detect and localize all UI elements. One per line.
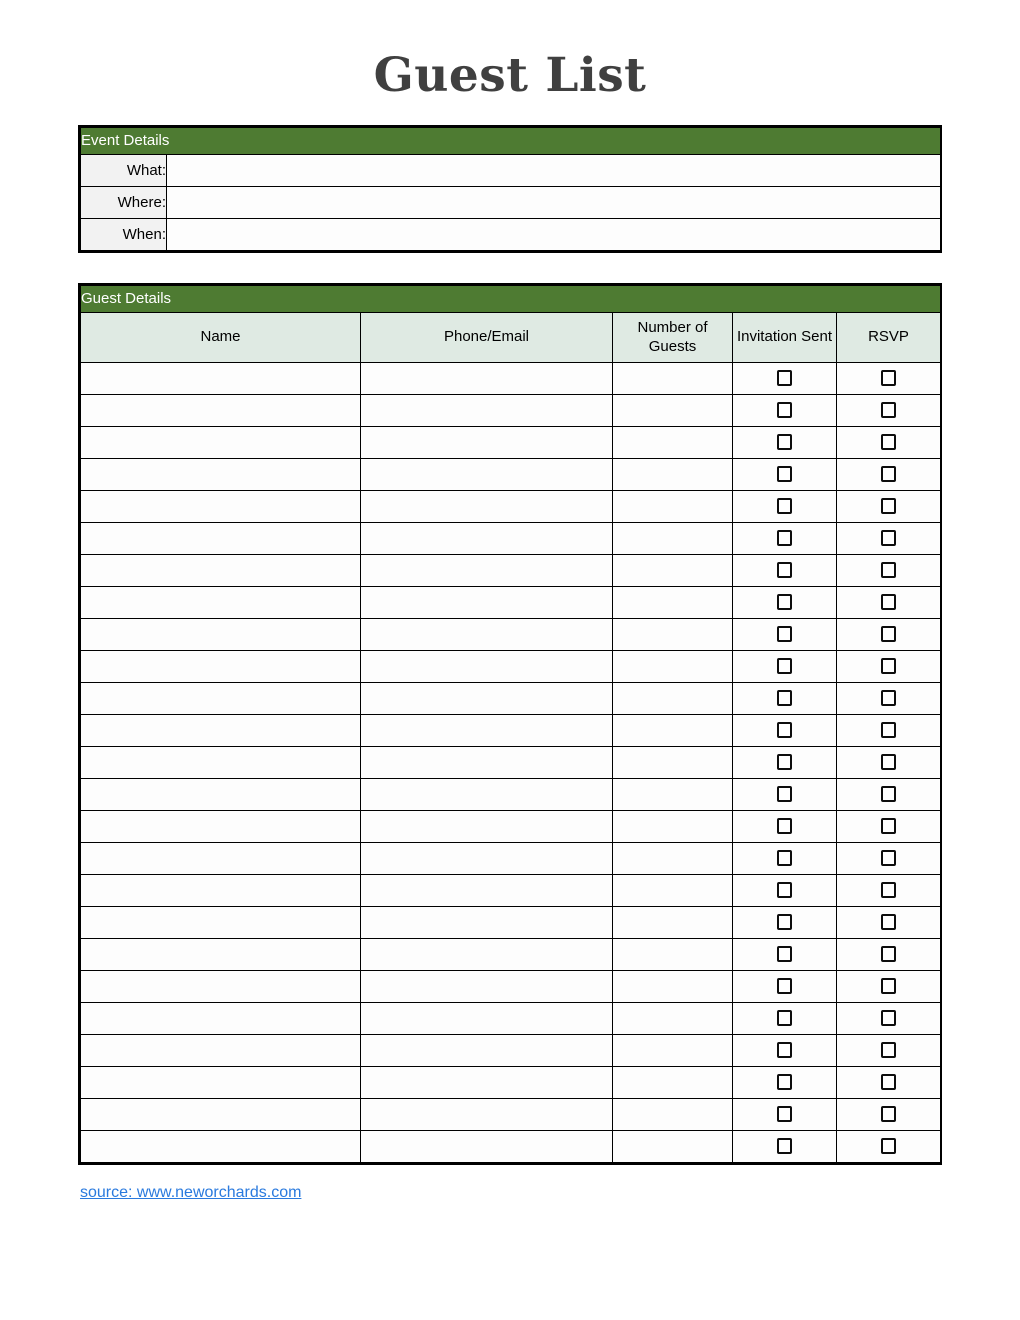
checkbox-icon[interactable] <box>777 722 792 738</box>
column-header-rsvp: RSVP <box>837 313 941 363</box>
checkbox-icon[interactable] <box>881 754 896 770</box>
name-cell[interactable] <box>81 427 361 459</box>
table-row <box>81 1003 941 1035</box>
name-cell[interactable] <box>81 779 361 811</box>
number-of-guests-cell[interactable] <box>613 747 733 779</box>
table-row <box>81 1131 941 1163</box>
checkbox-icon[interactable] <box>881 850 896 866</box>
name-cell[interactable] <box>81 971 361 1003</box>
table-row <box>81 779 941 811</box>
phone-email-cell[interactable] <box>361 1099 613 1131</box>
phone-email-cell[interactable] <box>361 1067 613 1099</box>
name-cell[interactable] <box>81 1003 361 1035</box>
phone-email-cell[interactable] <box>361 459 613 491</box>
phone-email-cell[interactable] <box>361 843 613 875</box>
rsvp-cell[interactable] <box>837 683 941 715</box>
name-cell[interactable] <box>81 555 361 587</box>
name-cell[interactable] <box>81 1131 361 1163</box>
name-cell[interactable] <box>81 491 361 523</box>
number-of-guests-cell[interactable] <box>613 619 733 651</box>
table-row <box>81 843 941 875</box>
table-row <box>81 747 941 779</box>
name-cell[interactable] <box>81 811 361 843</box>
event-details-banner-row <box>81 128 941 155</box>
checkbox-icon[interactable] <box>777 754 792 770</box>
name-cell[interactable] <box>81 523 361 555</box>
checkbox-icon[interactable] <box>777 1138 792 1154</box>
table-row <box>81 875 941 907</box>
number-of-guests-cell[interactable] <box>613 427 733 459</box>
invitation-sent-cell[interactable] <box>733 811 837 843</box>
checkbox-icon[interactable] <box>777 498 792 514</box>
checkbox-icon[interactable] <box>777 818 792 834</box>
name-cell[interactable] <box>81 715 361 747</box>
table-row <box>81 619 941 651</box>
checkbox-icon[interactable] <box>881 370 896 386</box>
event-field-input[interactable] <box>167 219 941 251</box>
checkbox-icon[interactable] <box>777 946 792 962</box>
rsvp-cell[interactable] <box>837 843 941 875</box>
phone-email-cell[interactable] <box>361 1035 613 1067</box>
checkbox-icon[interactable] <box>777 850 792 866</box>
phone-email-cell[interactable] <box>361 779 613 811</box>
checkbox-icon[interactable] <box>777 562 792 578</box>
checkbox-icon[interactable] <box>881 594 896 610</box>
table-row <box>81 651 941 683</box>
checkbox-icon[interactable] <box>777 786 792 802</box>
phone-email-cell[interactable] <box>361 491 613 523</box>
checkbox-icon[interactable] <box>881 690 896 706</box>
name-cell[interactable] <box>81 619 361 651</box>
number-of-guests-cell[interactable] <box>613 811 733 843</box>
table-row <box>81 587 941 619</box>
event-detail-row <box>81 187 941 219</box>
rsvp-cell[interactable] <box>837 555 941 587</box>
column-header-phone-email: Phone/Email <box>361 313 613 363</box>
number-of-guests-cell[interactable] <box>613 715 733 747</box>
table-row <box>81 971 941 1003</box>
checkbox-icon[interactable] <box>777 370 792 386</box>
name-cell[interactable] <box>81 875 361 907</box>
invitation-sent-cell[interactable] <box>733 395 837 427</box>
rsvp-cell[interactable] <box>837 1003 941 1035</box>
number-of-guests-cell[interactable] <box>613 939 733 971</box>
rsvp-cell[interactable] <box>837 587 941 619</box>
invitation-sent-cell[interactable] <box>733 715 837 747</box>
phone-email-cell[interactable] <box>361 555 613 587</box>
checkbox-icon[interactable] <box>777 690 792 706</box>
phone-email-cell[interactable] <box>361 683 613 715</box>
event-detail-row <box>81 155 941 187</box>
rsvp-cell[interactable] <box>837 1131 941 1163</box>
invitation-sent-cell[interactable] <box>733 779 837 811</box>
checkbox-icon[interactable] <box>881 946 896 962</box>
checkbox-icon[interactable] <box>777 1074 792 1090</box>
invitation-sent-cell[interactable] <box>733 555 837 587</box>
table-row <box>81 427 941 459</box>
rsvp-cell[interactable] <box>837 1035 941 1067</box>
number-of-guests-cell[interactable] <box>613 907 733 939</box>
rsvp-cell[interactable] <box>837 523 941 555</box>
event-field-label: What: <box>81 155 167 187</box>
name-cell[interactable] <box>81 587 361 619</box>
rsvp-cell[interactable] <box>837 875 941 907</box>
invitation-sent-cell[interactable] <box>733 523 837 555</box>
number-of-guests-cell[interactable] <box>613 1067 733 1099</box>
name-cell[interactable] <box>81 747 361 779</box>
checkbox-icon[interactable] <box>777 594 792 610</box>
event-field-label: Where: <box>81 187 167 219</box>
checkbox-icon[interactable] <box>881 466 896 482</box>
rsvp-cell[interactable] <box>837 651 941 683</box>
table-row <box>81 1067 941 1099</box>
table-row <box>81 683 941 715</box>
checkbox-icon[interactable] <box>881 818 896 834</box>
page-title: Guest List <box>373 48 647 103</box>
checkbox-icon[interactable] <box>881 882 896 898</box>
invitation-sent-cell[interactable] <box>733 875 837 907</box>
name-cell[interactable] <box>81 1035 361 1067</box>
checkbox-icon[interactable] <box>881 978 896 994</box>
phone-email-cell[interactable] <box>361 587 613 619</box>
invitation-sent-cell[interactable] <box>733 459 837 491</box>
checkbox-icon[interactable] <box>881 562 896 578</box>
number-of-guests-cell[interactable] <box>613 843 733 875</box>
checkbox-icon[interactable] <box>777 658 792 674</box>
event-field-input[interactable] <box>167 187 941 219</box>
rsvp-cell[interactable] <box>837 1067 941 1099</box>
name-cell[interactable] <box>81 683 361 715</box>
name-cell[interactable] <box>81 651 361 683</box>
name-cell[interactable] <box>81 1099 361 1131</box>
event-field-input[interactable] <box>167 155 941 187</box>
table-row <box>81 459 941 491</box>
number-of-guests-cell[interactable] <box>613 459 733 491</box>
rsvp-cell[interactable] <box>837 971 941 1003</box>
number-of-guests-cell[interactable] <box>613 1035 733 1067</box>
event-details-table <box>78 125 942 253</box>
checkbox-icon[interactable] <box>881 1042 896 1058</box>
checkbox-icon[interactable] <box>777 1042 792 1058</box>
phone-email-cell[interactable] <box>361 651 613 683</box>
invitation-sent-cell[interactable] <box>733 1035 837 1067</box>
checkbox-icon[interactable] <box>881 914 896 930</box>
checkbox-icon[interactable] <box>881 1074 896 1090</box>
phone-email-cell[interactable] <box>361 427 613 459</box>
invitation-sent-cell[interactable] <box>733 971 837 1003</box>
table-row <box>81 491 941 523</box>
invitation-sent-cell[interactable] <box>733 939 837 971</box>
rsvp-cell[interactable] <box>837 491 941 523</box>
number-of-guests-cell[interactable] <box>613 683 733 715</box>
table-row <box>81 907 941 939</box>
phone-email-cell[interactable] <box>361 907 613 939</box>
checkbox-icon[interactable] <box>777 882 792 898</box>
name-cell[interactable] <box>81 939 361 971</box>
phone-email-cell[interactable] <box>361 971 613 1003</box>
table-row <box>81 939 941 971</box>
checkbox-icon[interactable] <box>777 1010 792 1026</box>
checkbox-icon[interactable] <box>881 530 896 546</box>
table-row <box>81 395 941 427</box>
checkbox-icon[interactable] <box>777 914 792 930</box>
rsvp-cell[interactable] <box>837 939 941 971</box>
guest-details-table <box>78 283 942 1165</box>
number-of-guests-cell[interactable] <box>613 779 733 811</box>
invitation-sent-cell[interactable] <box>733 1067 837 1099</box>
checkbox-icon[interactable] <box>777 402 792 418</box>
checkbox-icon[interactable] <box>777 530 792 546</box>
name-cell[interactable] <box>81 459 361 491</box>
checkbox-icon[interactable] <box>881 722 896 738</box>
phone-email-cell[interactable] <box>361 747 613 779</box>
table-row <box>81 523 941 555</box>
checkbox-icon[interactable] <box>881 402 896 418</box>
number-of-guests-cell[interactable] <box>613 363 733 395</box>
rsvp-cell[interactable] <box>837 395 941 427</box>
name-cell[interactable] <box>81 363 361 395</box>
checkbox-icon[interactable] <box>881 498 896 514</box>
phone-email-cell[interactable] <box>361 395 613 427</box>
guest-details-section-title: Guest Details <box>81 286 941 313</box>
invitation-sent-cell[interactable] <box>733 907 837 939</box>
checkbox-icon[interactable] <box>777 978 792 994</box>
number-of-guests-cell[interactable] <box>613 1099 733 1131</box>
table-row <box>81 715 941 747</box>
phone-email-cell[interactable] <box>361 1003 613 1035</box>
number-of-guests-cell[interactable] <box>613 491 733 523</box>
rsvp-cell[interactable] <box>837 1099 941 1131</box>
number-of-guests-cell[interactable] <box>613 1003 733 1035</box>
checkbox-icon[interactable] <box>777 466 792 482</box>
event-details-grid <box>80 127 941 251</box>
guest-table-header-row <box>81 313 941 363</box>
table-row <box>81 1099 941 1131</box>
checkbox-icon[interactable] <box>881 1138 896 1154</box>
table-row <box>81 363 941 395</box>
phone-email-cell[interactable] <box>361 811 613 843</box>
event-detail-row <box>81 219 941 251</box>
checkbox-icon[interactable] <box>777 626 792 642</box>
number-of-guests-cell[interactable] <box>613 1131 733 1163</box>
checkbox-icon[interactable] <box>881 786 896 802</box>
rsvp-cell[interactable] <box>837 907 941 939</box>
phone-email-cell[interactable] <box>361 523 613 555</box>
event-details-section-title: Event Details <box>81 128 941 155</box>
table-row <box>81 811 941 843</box>
source-link[interactable]: source: www.neworchards.com <box>80 1184 302 1201</box>
column-header-name: Name <box>81 313 361 363</box>
rsvp-cell[interactable] <box>837 427 941 459</box>
checkbox-icon[interactable] <box>881 626 896 642</box>
invitation-sent-cell[interactable] <box>733 363 837 395</box>
phone-email-cell[interactable] <box>361 939 613 971</box>
invitation-sent-cell[interactable] <box>733 651 837 683</box>
rsvp-cell[interactable] <box>837 747 941 779</box>
number-of-guests-cell[interactable] <box>613 651 733 683</box>
table-row <box>81 1035 941 1067</box>
invitation-sent-cell[interactable] <box>733 683 837 715</box>
rsvp-cell[interactable] <box>837 779 941 811</box>
rsvp-cell[interactable] <box>837 715 941 747</box>
table-row <box>81 555 941 587</box>
rsvp-cell[interactable] <box>837 811 941 843</box>
invitation-sent-cell[interactable] <box>733 1099 837 1131</box>
name-cell[interactable] <box>81 907 361 939</box>
guest-details-banner-row <box>81 286 941 313</box>
guest-details-grid <box>80 285 941 1163</box>
invitation-sent-cell[interactable] <box>733 1003 837 1035</box>
invitation-sent-cell[interactable] <box>733 587 837 619</box>
column-header-number-of-guests: Number of Guests <box>613 313 733 363</box>
event-field-label: When: <box>81 219 167 251</box>
phone-email-cell[interactable] <box>361 715 613 747</box>
invitation-sent-cell[interactable] <box>733 1131 837 1163</box>
number-of-guests-cell[interactable] <box>613 587 733 619</box>
name-cell[interactable] <box>81 843 361 875</box>
name-cell[interactable] <box>81 1067 361 1099</box>
number-of-guests-cell[interactable] <box>613 971 733 1003</box>
name-cell[interactable] <box>81 395 361 427</box>
number-of-guests-cell[interactable] <box>613 395 733 427</box>
checkbox-icon[interactable] <box>881 658 896 674</box>
checkbox-icon[interactable] <box>777 1106 792 1122</box>
rsvp-cell[interactable] <box>837 619 941 651</box>
rsvp-cell[interactable] <box>837 459 941 491</box>
phone-email-cell[interactable] <box>361 875 613 907</box>
invitation-sent-cell[interactable] <box>733 427 837 459</box>
checkbox-icon[interactable] <box>777 434 792 450</box>
phone-email-cell[interactable] <box>361 363 613 395</box>
invitation-sent-cell[interactable] <box>733 747 837 779</box>
checkbox-icon[interactable] <box>881 1106 896 1122</box>
number-of-guests-cell[interactable] <box>613 875 733 907</box>
phone-email-cell[interactable] <box>361 1131 613 1163</box>
rsvp-cell[interactable] <box>837 363 941 395</box>
number-of-guests-cell[interactable] <box>613 523 733 555</box>
column-header-invitation-sent: Invitation Sent <box>733 313 837 363</box>
number-of-guests-cell[interactable] <box>613 555 733 587</box>
phone-email-cell[interactable] <box>361 619 613 651</box>
invitation-sent-cell[interactable] <box>733 619 837 651</box>
invitation-sent-cell[interactable] <box>733 843 837 875</box>
checkbox-icon[interactable] <box>881 434 896 450</box>
checkbox-icon[interactable] <box>881 1010 896 1026</box>
invitation-sent-cell[interactable] <box>733 491 837 523</box>
